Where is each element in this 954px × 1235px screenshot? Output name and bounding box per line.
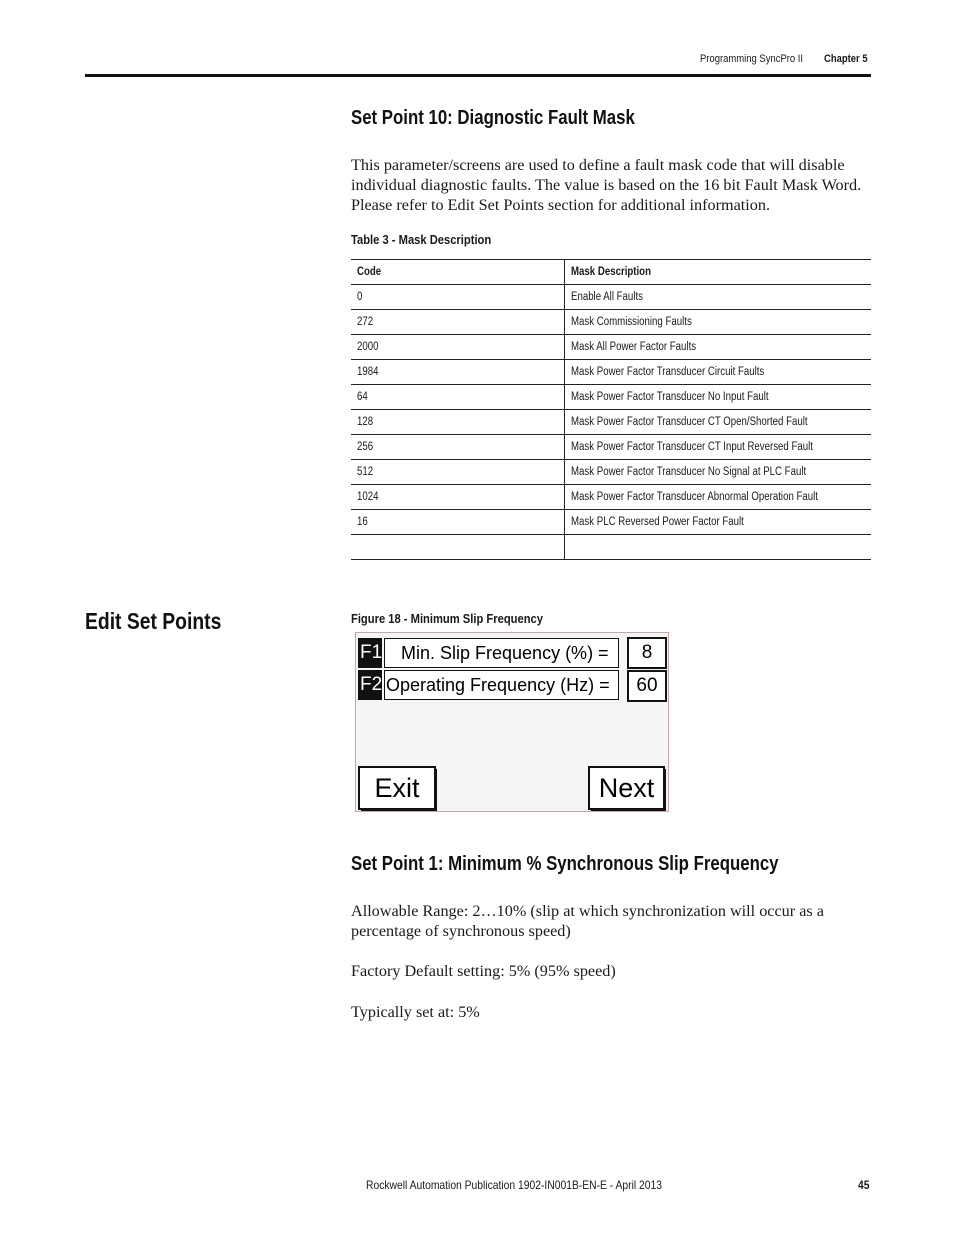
code-cell: 1024: [351, 485, 564, 510]
table-row: [351, 535, 871, 560]
figure-caption: Figure 18 - Minimum Slip Frequency: [351, 611, 543, 626]
description-cell: Mask Commissioning Faults: [564, 310, 871, 335]
description-cell: Mask Power Factor Transducer Abnormal Operation Fault: [564, 485, 871, 510]
description-cell: Mask Power Factor Transducer No Signal at PLC Fault: [564, 460, 871, 485]
table-row: [351, 310, 871, 335]
edit-set-points-heading: Edit Set Points: [85, 608, 222, 634]
footer-publication: Rockwell Automation Publication 1902-IN001B-EN-E - April 2013: [366, 1178, 663, 1192]
exit-button[interactable]: Exit: [358, 766, 436, 810]
table-header-row: [351, 260, 871, 285]
table-row: [351, 510, 871, 535]
mask-description-table: [351, 259, 871, 560]
table-row: [351, 335, 871, 360]
table-row: [351, 460, 871, 485]
code-cell: 16: [351, 510, 564, 535]
table-row: [351, 385, 871, 410]
set-point-1-heading: Set Point 1: Minimum % Synchronous Slip Frequency: [351, 853, 779, 875]
paragraph-line: individual diagnostic faults. The value is based on the 16 bit Fault Mask Word.: [351, 176, 862, 194]
table-row: [351, 435, 871, 460]
description-cell: Mask Power Factor Transducer No Input Fault: [564, 385, 871, 410]
set-point-10-paragraph: [351, 155, 881, 215]
typical-setting-text: Typically set at: 5%: [351, 1003, 480, 1021]
f2-key[interactable]: F2: [358, 670, 382, 700]
table-row: [351, 410, 871, 435]
code-cell: [351, 535, 564, 560]
code-cell: 0: [351, 285, 564, 310]
table-row: [351, 285, 871, 310]
code-cell: 256: [351, 435, 564, 460]
set-point-10-heading: Set Point 10: Diagnostic Fault Mask: [351, 107, 635, 129]
page-number: 45: [858, 1178, 870, 1192]
column-header-description: Mask Description: [564, 260, 871, 285]
code-cell: 512: [351, 460, 564, 485]
description-cell: Mask Power Factor Transducer CT Open/Shorted Fault: [564, 410, 871, 435]
operating-frequency-label: Operating Frequency (Hz) =: [384, 670, 619, 700]
code-cell: 128: [351, 410, 564, 435]
running-header-title: Programming SyncPro II: [700, 53, 804, 65]
allowable-range-paragraph: [351, 901, 881, 941]
column-header-code: Code: [351, 260, 564, 285]
hmi-screen: [355, 632, 669, 812]
description-cell: [564, 535, 871, 560]
factory-default-text: Factory Default setting: 5% (95% speed): [351, 962, 616, 980]
table-row: [351, 485, 871, 510]
paragraph-line: percentage of synchronous speed): [351, 922, 571, 940]
description-cell: Mask All Power Factor Faults: [564, 335, 871, 360]
f1-key[interactable]: F1: [358, 638, 382, 668]
running-header-chapter: Chapter 5: [824, 53, 868, 65]
next-button[interactable]: Next: [588, 766, 665, 810]
paragraph-line: Allowable Range: 2…10% (slip at which synchronization will occur as a: [351, 902, 824, 920]
code-cell: 64: [351, 385, 564, 410]
min-slip-frequency-label: Min. Slip Frequency (%) =: [384, 638, 619, 668]
table-caption: Table 3 - Mask Description: [351, 232, 492, 247]
description-cell: Enable All Faults: [564, 285, 871, 310]
min-slip-frequency-value[interactable]: 8: [627, 637, 667, 669]
description-cell: Mask Power Factor Transducer CT Input Reversed Fault: [564, 435, 871, 460]
code-cell: 2000: [351, 335, 564, 360]
paragraph-line: Please refer to Edit Set Points section for additional information.: [351, 196, 770, 214]
code-cell: 272: [351, 310, 564, 335]
description-cell: Mask PLC Reversed Power Factor Fault: [564, 510, 871, 535]
paragraph-line: This parameter/screens are used to define a fault mask code that will disable: [351, 156, 845, 174]
table-row: [351, 360, 871, 385]
description-cell: Mask Power Factor Transducer Circuit Faults: [564, 360, 871, 385]
operating-frequency-value[interactable]: 60: [627, 670, 667, 702]
code-cell: 1984: [351, 360, 564, 385]
header-rule: [85, 74, 871, 77]
